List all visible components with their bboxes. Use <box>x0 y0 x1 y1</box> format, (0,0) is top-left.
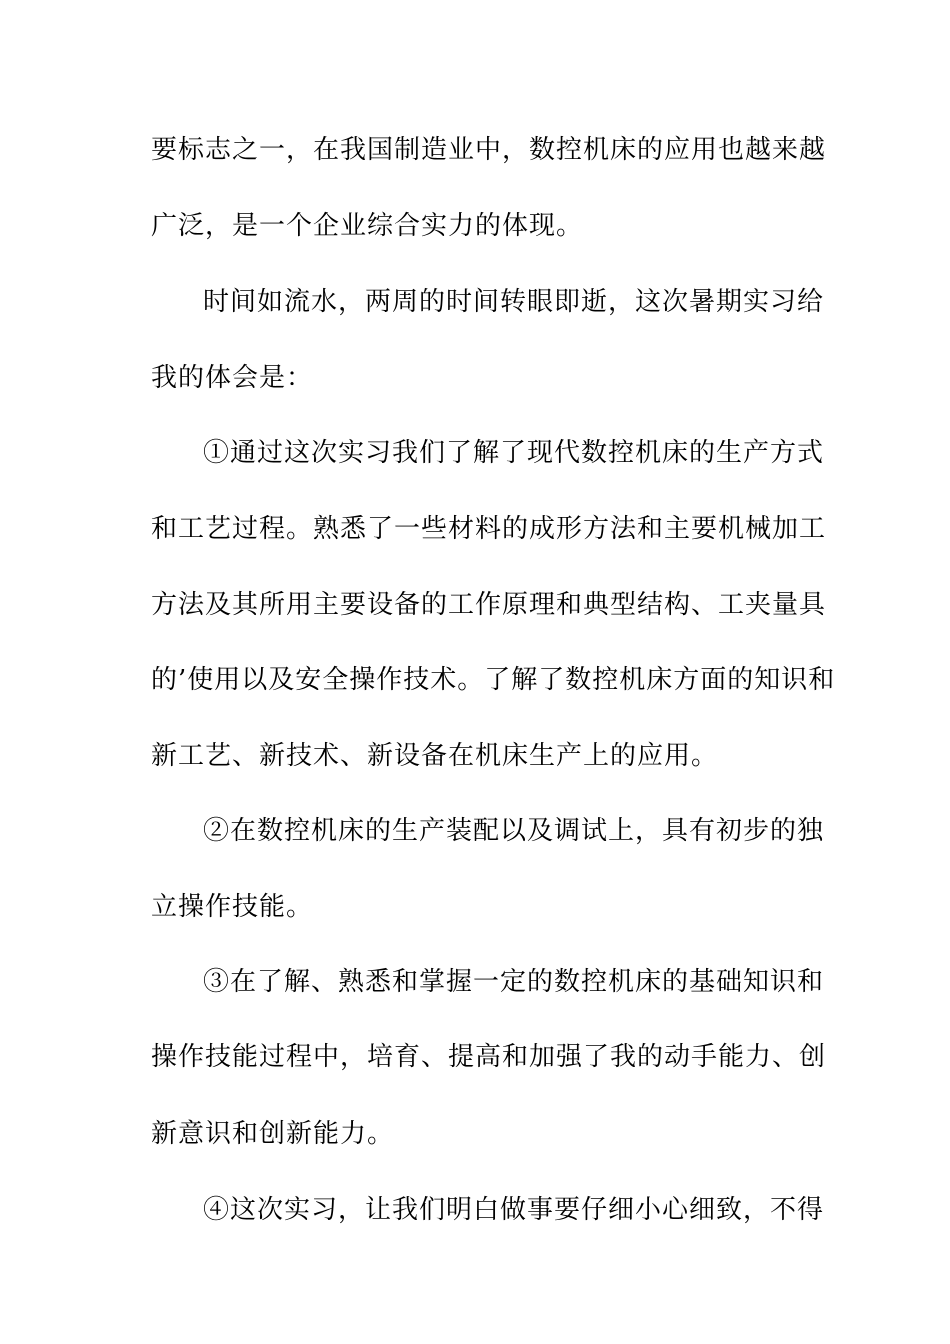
text-line: 要标志之一，在我国制造业中，数控机床的应用也越来越 <box>151 135 827 165</box>
text-line: 和工艺过程。熟悉了一些材料的成形方法和主要机械加工 <box>151 514 827 544</box>
text-line: 广泛，是一个企业综合实力的体现。 <box>151 211 584 241</box>
text-line: ①通过这次实习我们了解了现代数控机床的生产方式 <box>203 438 825 468</box>
text-line: ③在了解、熟悉和掌握一定的数控机床的基础知识和 <box>203 967 825 997</box>
text-line: 时间如流水，两周的时间转眼即逝，这次暑期实习给 <box>203 287 825 317</box>
text-line: 的’使用以及安全操作技术。了解了数控机床方面的知识和 <box>151 665 836 695</box>
text-line: 新工艺、新技术、新设备在机床生产上的应用。 <box>151 741 719 771</box>
text-line: ②在数控机床的生产装配以及调试上，具有初步的独 <box>203 816 825 846</box>
text-line: 操作技能过程中，培育、提高和加强了我的动手能力、创 <box>151 1042 827 1072</box>
text-line: 新意识和创新能力。 <box>151 1119 395 1149</box>
text-line: ④这次实习，让我们明白做事要仔细小心细致，不得 <box>203 1195 825 1225</box>
text-line: 方法及其所用主要设备的工作原理和典型结构、工夹量具 <box>151 590 827 620</box>
text-line: 立操作技能。 <box>151 892 314 922</box>
text-line: 我的体会是： <box>151 363 314 393</box>
